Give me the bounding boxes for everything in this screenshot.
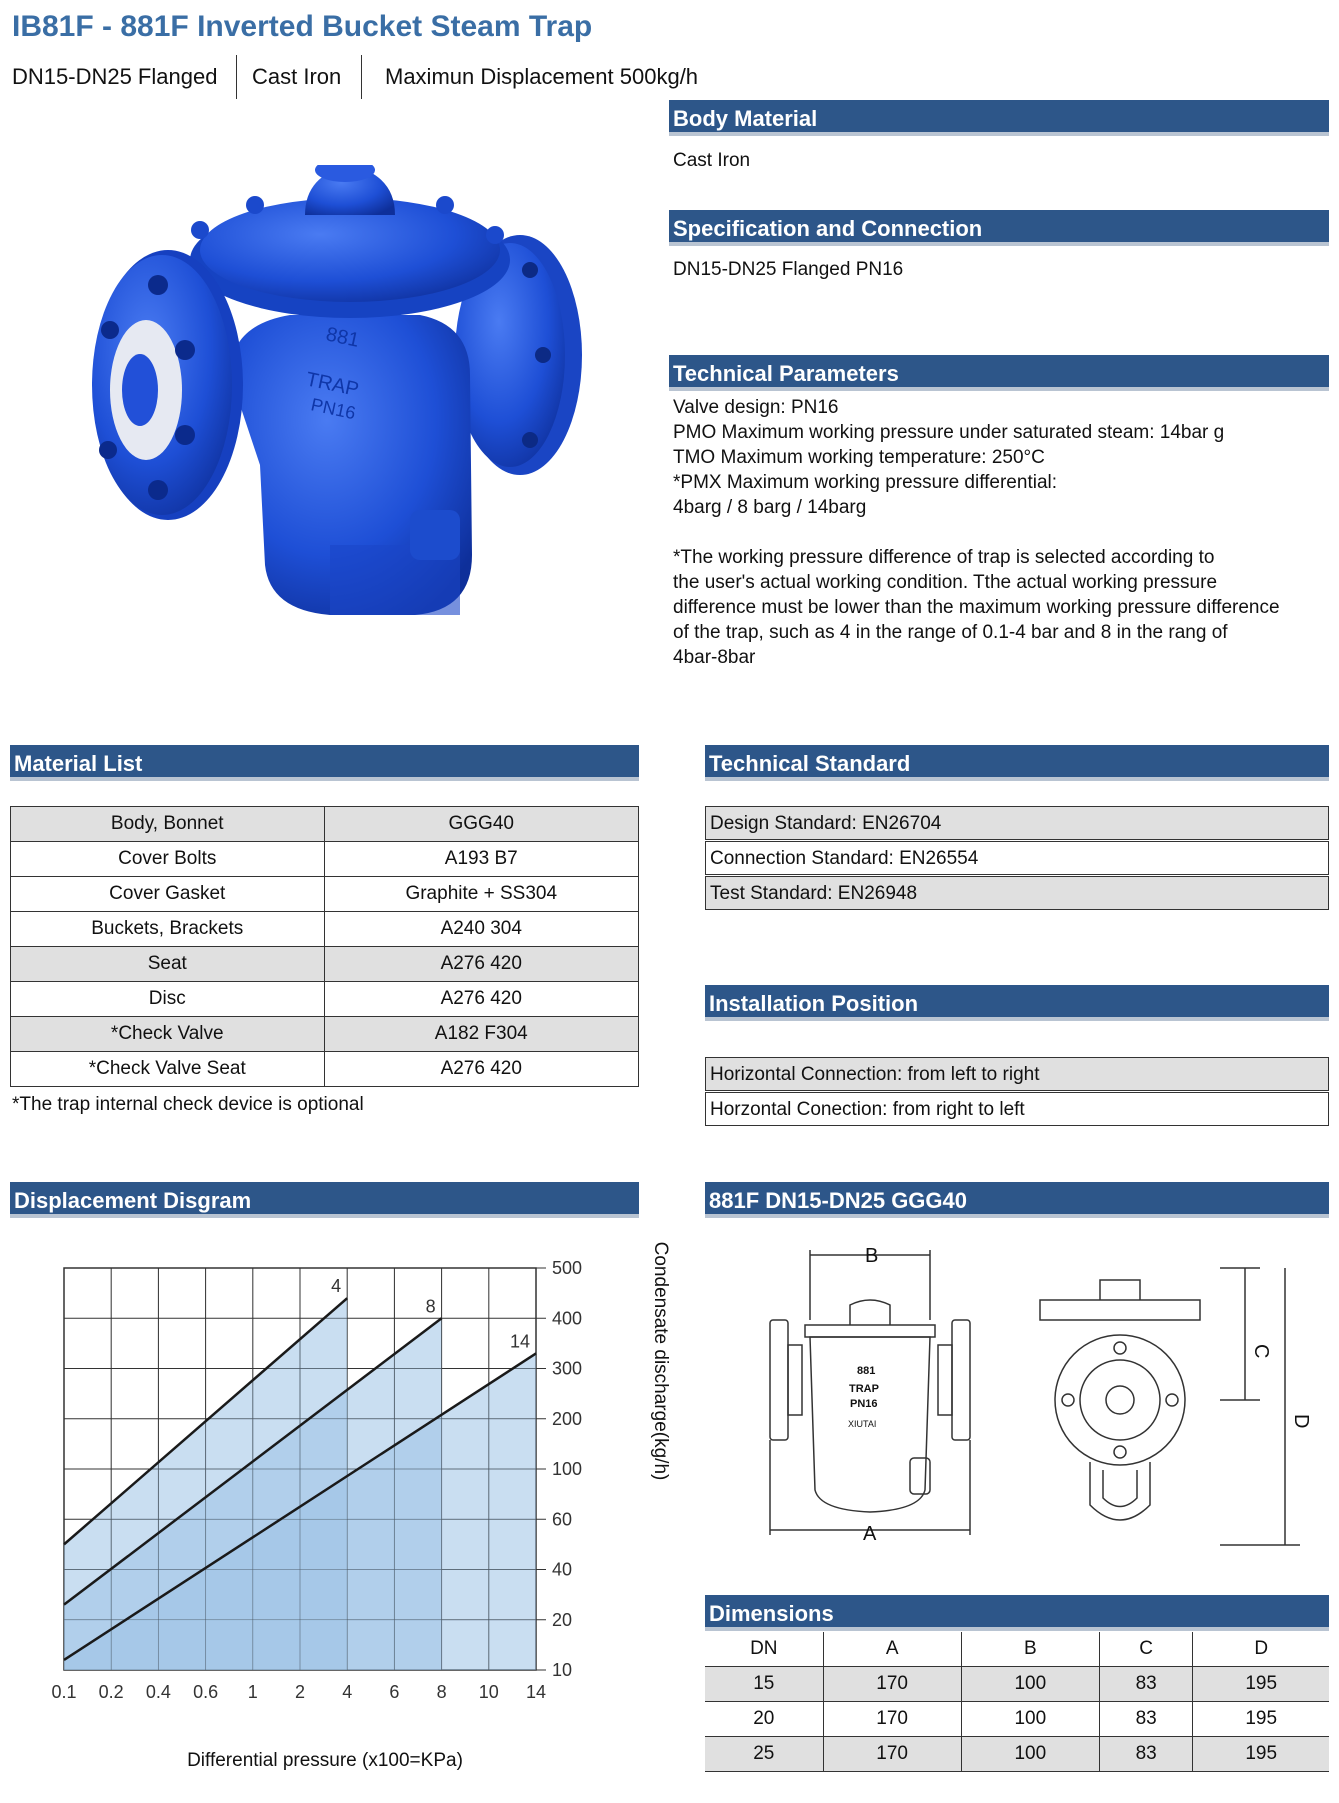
chart-x-tick-label: 6: [389, 1682, 400, 1702]
divider: [236, 55, 237, 99]
table-row: Seat A276 420: [11, 947, 639, 982]
spec-connection-text: DN15-DN25 Flanged PN16: [673, 259, 904, 280]
product-image: [80, 165, 600, 655]
chart-x-tick-label: 10: [478, 1682, 499, 1702]
table-row: 25 170 100 83 195: [705, 1737, 1329, 1772]
page-title: IB81F - 881F Inverted Bucket Steam Trap: [12, 10, 593, 43]
chart-x-tick-label: 0.4: [145, 1682, 171, 1702]
chart-x-tick-label: 8: [436, 1682, 447, 1702]
chart-y-tick-label: 60: [552, 1509, 573, 1530]
material-list-heading: Material List: [10, 745, 639, 781]
tech-note-line: *The working pressure difference of trap is selected according to: [673, 547, 1215, 568]
installation-row: Horizontal Connection: from left to right: [705, 1057, 1329, 1091]
chart-y-tick-label: 200: [552, 1408, 583, 1429]
body-mark-type: TRAP: [303, 368, 361, 401]
tech-note-line: of the trap, such as 4 in the range of 0.1-4 bar and 8 in the rang of: [673, 622, 1228, 643]
displacement-heading: Displacement Disgram: [10, 1182, 639, 1218]
installation-heading: Installation Position: [705, 985, 1329, 1021]
body-mark-model: 881: [323, 323, 362, 352]
chart-ylabel: Condensate discharge(kg/h): [650, 1241, 671, 1481]
spec-material: Cast Iron: [252, 64, 342, 89]
chart-y-tick-label: 40: [552, 1559, 573, 1580]
drawing-mark-rating: PN16: [850, 1398, 878, 1410]
drawing-heading: 881F DN15-DN25 GGG40: [705, 1182, 1329, 1218]
body-mark-rating: PN16: [309, 394, 358, 424]
drawing-mark-type: TRAP: [849, 1383, 879, 1395]
body-material-heading: Body Material: [669, 100, 1329, 136]
chart-x-tick-label: 2: [294, 1682, 306, 1702]
tech-params-heading: Technical Parameters: [669, 355, 1329, 391]
chart-x-tick-label: 0.1: [51, 1682, 77, 1702]
side-bonnet: [1040, 1300, 1200, 1320]
tech-note-line: difference must be lower than the maximum working pressure difference: [673, 597, 1280, 618]
tech-param-line: *PMX Maximum working pressure differential:: [673, 472, 1058, 493]
table-row: *Check Valve A182 F304: [11, 1017, 639, 1052]
chart-x-tick-label: 0.6: [193, 1682, 219, 1702]
table-row: Disc A276 420: [11, 982, 639, 1017]
drawing-mark-brand: XIUTAI: [848, 1419, 877, 1429]
table-row: 20 170 100 83 195: [705, 1702, 1329, 1737]
chart-x-tick-label: 1: [247, 1682, 258, 1702]
dim-label-b: B: [865, 1245, 879, 1267]
installation-row: Horzontal Conection: from right to left: [705, 1092, 1329, 1126]
standard-row: Test Standard: EN26948: [705, 876, 1329, 910]
front-left-flange: [770, 1320, 788, 1440]
chart-y-tick-label: 500: [552, 1258, 583, 1278]
tech-standard-heading: Technical Standard: [705, 745, 1329, 781]
table-row: Cover Gasket Graphite + SS304: [11, 877, 639, 912]
material-note: *The trap internal check device is optional: [12, 1094, 364, 1115]
tech-note-line: 4bar-8bar: [673, 647, 756, 668]
tech-params-body: [673, 395, 1280, 670]
chart-y-tick-label: 20: [552, 1609, 573, 1630]
dim-label-d: D: [1290, 1414, 1312, 1429]
spec-displacement: Maximun Displacement 500kg/h: [385, 64, 699, 89]
table-row: Cover Bolts A193 B7: [11, 842, 639, 877]
table-row: Body, Bonnet GGG40: [11, 807, 639, 842]
displacement-chart: [0, 1240, 660, 1800]
tech-param-line: TMO Maximum working temperature: 250°C: [673, 447, 1045, 468]
chart-y-tick-label: 100: [552, 1459, 583, 1479]
chart-y-tick-label: 300: [552, 1358, 583, 1379]
tech-param-line: Valve design: PN16: [673, 397, 839, 418]
body-material-text: Cast Iron: [673, 150, 751, 171]
drawing-mark-model: 881: [857, 1365, 876, 1377]
spec-connection-heading: Specification and Connection: [669, 210, 1329, 246]
table-row: *Check Valve Seat A276 420: [11, 1052, 639, 1087]
standard-row: Design Standard: EN26704: [705, 806, 1329, 840]
tech-param-line: 4barg / 8 barg / 14barg: [673, 497, 867, 518]
dimension-drawing: [700, 1240, 1330, 1560]
table-header-row: DN A B C D: [705, 1632, 1329, 1667]
table-row: Buckets, Brackets A240 304: [11, 912, 639, 947]
chart-x-tick-label: 4: [342, 1682, 353, 1702]
front-right-flange: [952, 1320, 970, 1440]
tech-note-line: the user's actual working condition. Tthe actual working pressure: [673, 572, 1218, 593]
table-row: 15 170 100 83 195: [705, 1667, 1329, 1702]
spec-size: DN15-DN25 Flanged: [12, 64, 218, 89]
material-table: [10, 806, 639, 1087]
chart-series-label: 8: [425, 1296, 436, 1317]
dimensions-heading: Dimensions: [705, 1595, 1329, 1631]
chart-xlabel: Differential pressure (x100=KPa): [187, 1750, 463, 1771]
dim-label-a: A: [863, 1523, 877, 1545]
dimensions-table: [705, 1632, 1329, 1772]
chart-x-tick-label: 14: [525, 1682, 547, 1702]
dim-label-c: C: [1250, 1344, 1272, 1359]
chart-y-tick-label: 400: [552, 1308, 583, 1329]
divider: [361, 55, 362, 99]
chart-series-label: 4: [331, 1276, 342, 1297]
chart-y-tick-label: 10: [552, 1660, 573, 1680]
chart-series-label: 14: [509, 1331, 530, 1352]
tech-param-line: PMO Maximum working pressure under saturated steam: 14bar g: [673, 422, 1225, 443]
standard-row: Connection Standard: EN26554: [705, 841, 1329, 875]
chart-x-tick-label: 0.2: [98, 1682, 124, 1702]
